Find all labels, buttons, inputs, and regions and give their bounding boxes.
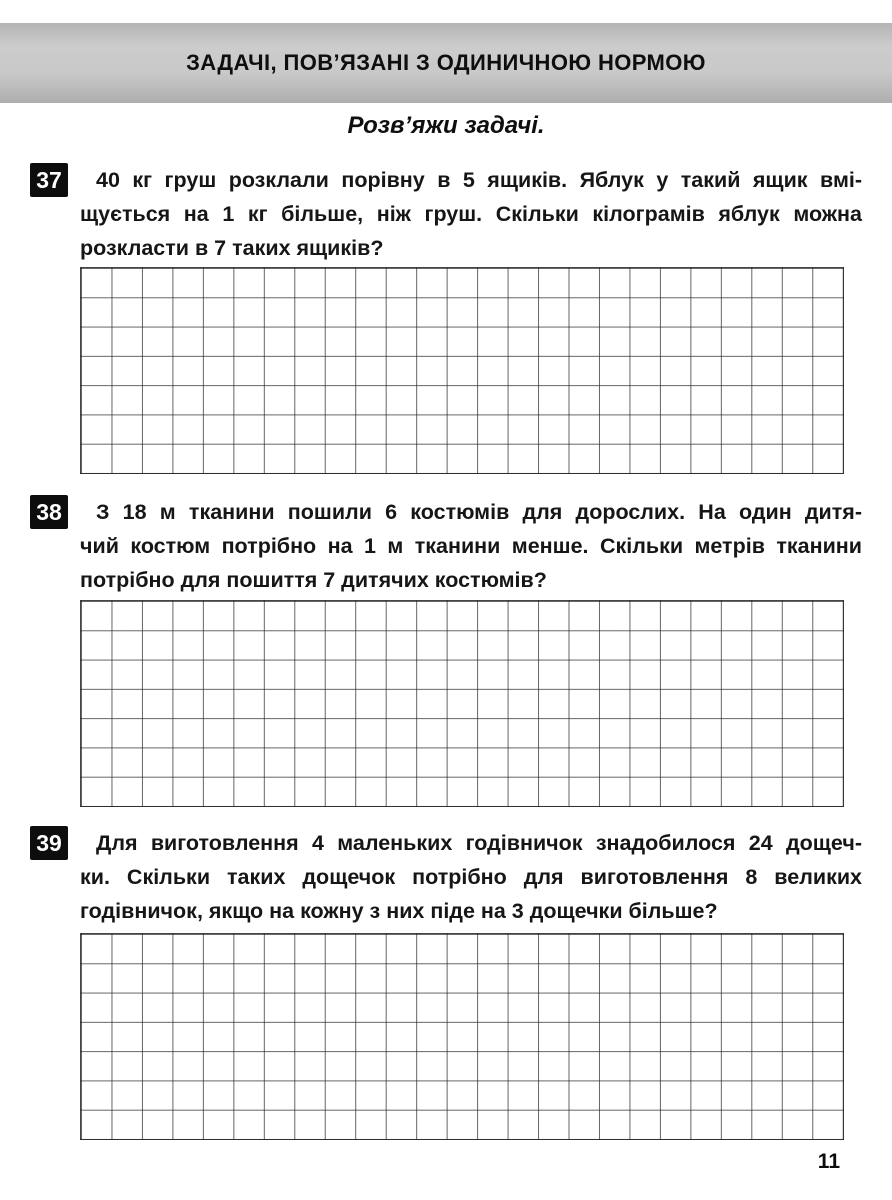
problem-text-line: потрібно для пошиття 7 дитячих костюмів?: [80, 568, 547, 592]
problem-text-line: годівничок, якщо на кожну з них піде на 3 дощечки більше?: [80, 899, 718, 923]
problem-text: [80, 163, 862, 265]
problem-text-line: ки. Скільки таких дощечок потрібно для виготовлення 8 великих: [80, 865, 862, 889]
problem-text: [80, 495, 862, 597]
problem-text-line: розкласти в 7 таких ящиків?: [80, 236, 384, 260]
problem-text-line: Для виготовлення 4 маленьких годівничок знадобилося 24 дощеч-: [96, 831, 862, 855]
answer-grid[interactable]: [80, 933, 844, 1140]
answer-grid[interactable]: [80, 267, 844, 474]
instruction-subtitle: Розв’яжи задачі.: [347, 112, 545, 139]
problem-number-badge: 38: [30, 495, 68, 529]
problem-number-badge: 37: [30, 163, 68, 197]
problem-text-line: 40 кг груш розклали порівну в 5 ящиків. Яблук у такий ящик вмі-: [96, 168, 862, 192]
section-header-band: [0, 23, 892, 103]
problem-text: [80, 826, 862, 928]
problem-text-line: З 18 м тканини пошили 6 костюмів для дорослих. На один дитя-: [96, 500, 862, 524]
section-title: ЗАДАЧІ, ПОВ’ЯЗАНІ З ОДИНИЧНОЮ НОРМОЮ: [186, 50, 706, 75]
problem-text-line: чий костюм потрібно на 1 м тканини менше. Скільки метрів тканини: [80, 534, 862, 558]
problem-text-line: щується на 1 кг більше, ніж груш. Скільки кілограмів яблук можна: [80, 202, 862, 226]
answer-grid[interactable]: [80, 600, 844, 807]
problem-number-badge: 39: [30, 826, 68, 860]
page-number: 11: [817, 1150, 840, 1173]
